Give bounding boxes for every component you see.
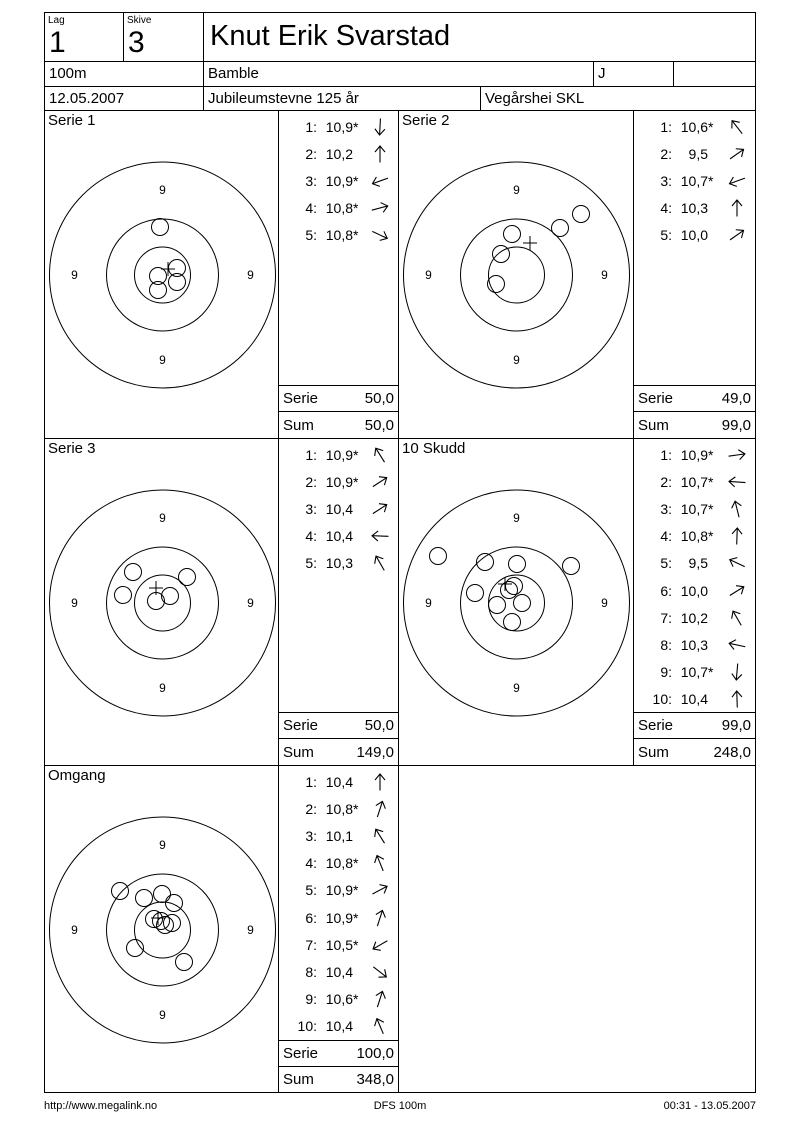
shot-number: 8:	[660, 636, 672, 653]
shot-row	[279, 877, 398, 904]
target-ring	[489, 575, 545, 631]
shot-row	[279, 113, 398, 140]
inner-ten-star: *	[708, 446, 714, 463]
shot-hole	[514, 595, 531, 612]
shot-hole	[504, 226, 521, 243]
serie-label: Serie	[638, 390, 674, 407]
shot-hole	[112, 883, 129, 900]
shot-hole	[162, 588, 179, 605]
club: Bamble	[208, 65, 259, 82]
shot-row	[279, 523, 398, 550]
target-panel-10-skudd	[398, 438, 634, 766]
direction-arrow-icon	[726, 688, 749, 711]
lag-value: 1	[49, 26, 66, 59]
shot-number: 2:	[305, 145, 317, 162]
serie-value: 49,0	[721, 390, 751, 407]
direction-arrow-icon	[366, 167, 394, 195]
shot-number: 1:	[660, 446, 672, 463]
panel-title: Omgang	[48, 767, 106, 784]
class-cell	[593, 61, 674, 87]
shot-hole	[552, 220, 569, 237]
target-panel-serie-3	[44, 438, 279, 766]
inner-ten-star: *	[353, 855, 359, 872]
shot-row	[634, 222, 755, 249]
shot-value: 10,3	[680, 200, 708, 217]
ring-value-label: 9	[425, 596, 432, 610]
direction-arrow-icon	[366, 1012, 395, 1041]
inner-ten-star: *	[353, 473, 359, 490]
direction-arrow-icon	[366, 795, 394, 823]
shot-value: 10,3	[325, 555, 353, 572]
direction-arrow-icon	[726, 197, 748, 219]
target-panel-omgang	[44, 765, 279, 1093]
date: 12.05.2007	[49, 90, 125, 107]
serie-total-row	[278, 385, 399, 412]
shot-row	[279, 550, 398, 577]
shot-row	[634, 659, 755, 686]
direction-arrow-icon	[722, 138, 753, 169]
shot-hole	[136, 890, 153, 907]
serie-value: 50,0	[364, 717, 394, 734]
shot-number: 2:	[305, 800, 317, 817]
shot-hole	[152, 219, 169, 236]
shot-value: 10,2	[325, 145, 353, 162]
direction-arrow-icon	[365, 548, 395, 578]
shot-value: 10,8	[325, 800, 353, 817]
shot-row	[634, 441, 755, 468]
shot-value: 10,7	[680, 473, 708, 490]
ring-value-label: 9	[71, 268, 78, 282]
shot-value: 10,9	[325, 882, 353, 899]
shot-number: 8:	[305, 963, 317, 980]
shot-row	[279, 222, 398, 249]
shot-value: 10,4	[325, 500, 353, 517]
target-ring	[107, 219, 219, 331]
shot-row	[279, 495, 398, 522]
ring-value-label: 9	[513, 183, 520, 197]
direction-arrow-icon	[365, 494, 395, 524]
shot-row	[634, 550, 755, 577]
direction-arrow-icon	[722, 575, 752, 605]
shot-number: 1:	[305, 773, 317, 790]
target-diagram	[45, 439, 278, 765]
shot-value: 10,4	[680, 691, 708, 708]
target-ring	[461, 547, 573, 659]
ring-value-label: 9	[513, 681, 520, 695]
serie-label: Serie	[283, 1045, 319, 1062]
shot-value: 10,4	[325, 963, 353, 980]
shot-value: 10,0	[680, 227, 708, 244]
sum-total-row	[633, 411, 756, 439]
shot-value: 10,9	[680, 446, 708, 463]
shot-row	[279, 986, 398, 1013]
inner-ten-star: *	[353, 800, 359, 817]
shot-hole	[509, 556, 526, 573]
shot-number: 5:	[660, 227, 672, 244]
shot-number: 10:	[297, 1018, 317, 1035]
shooter-name-cell	[203, 12, 756, 62]
shot-hole	[493, 246, 510, 263]
shot-number: 4:	[305, 855, 317, 872]
shot-value: 10,8	[325, 855, 353, 872]
shot-number: 3:	[305, 500, 317, 517]
shot-row	[279, 167, 398, 194]
shot-hole	[506, 578, 523, 595]
direction-arrow-icon	[722, 549, 751, 578]
shot-value: 10,4	[325, 528, 353, 545]
shot-value: 9,5	[688, 145, 708, 162]
direction-arrow-icon	[365, 439, 395, 469]
shot-row	[279, 1013, 398, 1040]
shot-number: 7:	[305, 936, 317, 953]
shot-number: 2:	[305, 473, 317, 490]
shot-number: 3:	[305, 172, 317, 189]
ring-value-label: 9	[513, 353, 520, 367]
direction-arrow-icon	[726, 525, 749, 548]
shot-number: 4:	[305, 528, 317, 545]
event-cell	[203, 86, 481, 111]
date-cell	[44, 86, 204, 111]
sum-label: Sum	[283, 416, 314, 434]
shot-row	[634, 167, 755, 194]
serie-value: 100,0	[356, 1045, 394, 1062]
shot-hole	[115, 587, 132, 604]
event-name: Jubileumstevne 125 år	[208, 90, 359, 107]
shot-hole	[504, 614, 521, 631]
shot-value: 10,9	[325, 909, 353, 926]
shot-hole	[125, 564, 142, 581]
shot-value: 10,8	[325, 227, 353, 244]
sum-total-row	[278, 738, 399, 766]
ring-value-label: 9	[159, 183, 166, 197]
ring-value-label: 9	[247, 268, 254, 282]
shot-value: 10,7	[680, 500, 708, 517]
target-panel-serie-1	[44, 110, 279, 439]
skive-value: 3	[128, 26, 145, 59]
target-ring	[489, 247, 545, 303]
shot-number: 2:	[660, 473, 672, 490]
direction-arrow-icon	[722, 220, 753, 251]
serie-total-row	[633, 385, 756, 412]
inner-ten-star: *	[353, 200, 359, 217]
shot-number: 1:	[660, 118, 672, 135]
direction-arrow-icon	[369, 143, 391, 165]
inner-ten-star: *	[708, 528, 714, 545]
sum-value: 99,0	[721, 416, 751, 434]
inner-ten-star: *	[708, 172, 714, 189]
shot-number: 7:	[660, 609, 672, 626]
sum-value: 248,0	[713, 743, 751, 761]
direction-arrow-icon	[365, 467, 395, 497]
shot-number: 3:	[305, 827, 317, 844]
direction-arrow-icon	[725, 470, 748, 493]
ring-value-label: 9	[159, 681, 166, 695]
shot-number: 3:	[660, 172, 672, 189]
serie-label: Serie	[638, 717, 674, 734]
target-diagram	[399, 111, 633, 438]
target-diagram	[45, 111, 278, 438]
shot-hole	[430, 548, 447, 565]
direction-arrow-icon	[365, 821, 395, 851]
shot-row	[634, 604, 755, 631]
direction-arrow-icon	[723, 167, 751, 195]
shot-row	[634, 195, 755, 222]
ring-value-label: 9	[71, 923, 78, 937]
shot-row	[634, 577, 755, 604]
shot-row	[279, 931, 398, 958]
shot-value: 10,5	[325, 936, 353, 953]
direction-arrow-icon	[366, 904, 394, 932]
inner-ten-star: *	[353, 991, 359, 1008]
ring-value-label: 9	[247, 596, 254, 610]
direction-arrow-icon	[724, 496, 751, 523]
direction-arrow-icon	[365, 930, 395, 960]
direction-arrow-icon	[365, 221, 394, 250]
shot-hole	[489, 597, 506, 614]
shot-value: 10,6	[680, 118, 708, 135]
shot-row	[634, 523, 755, 550]
shot-number: 9:	[660, 664, 672, 681]
shot-value: 10,2	[680, 609, 708, 626]
shot-row	[279, 795, 398, 822]
shot-row	[634, 113, 755, 140]
lag-cell	[44, 12, 124, 62]
sum-value: 348,0	[356, 1071, 394, 1088]
shot-hole	[563, 558, 580, 575]
shooter-name: Knut Erik Svarstad	[210, 20, 451, 52]
sum-total-row	[278, 1066, 399, 1093]
shot-row	[634, 468, 755, 495]
shot-row	[634, 686, 755, 713]
shot-value: 10,3	[680, 636, 708, 653]
shot-hole	[467, 585, 484, 602]
direction-arrow-icon	[724, 632, 750, 658]
panel-title: Serie 2	[402, 112, 450, 129]
ring-value-label: 9	[159, 353, 166, 367]
footer-url: http://www.megalink.no	[44, 1100, 158, 1112]
inner-ten-star: *	[708, 473, 714, 490]
shot-number: 4:	[660, 528, 672, 545]
inner-ten-star: *	[353, 909, 359, 926]
direction-arrow-icon	[365, 875, 395, 905]
panel-title: 10 Skudd	[402, 440, 466, 457]
sum-value: 149,0	[356, 743, 394, 761]
sum-total-row	[633, 738, 756, 766]
shot-row	[279, 441, 398, 468]
shot-row	[634, 495, 755, 522]
target-panel-serie-2	[398, 110, 634, 439]
organizer-cell	[480, 86, 756, 111]
inner-ten-star: *	[353, 936, 359, 953]
distance-cell	[44, 61, 204, 87]
direction-arrow-icon	[369, 771, 391, 793]
shot-number: 5:	[305, 882, 317, 899]
sum-label: Sum	[283, 1071, 314, 1088]
serie-total-row	[633, 712, 756, 739]
inner-ten-star: *	[708, 500, 714, 517]
shot-value: 10,4	[325, 773, 353, 790]
target-diagram	[399, 439, 633, 765]
ring-value-label: 9	[159, 1008, 166, 1022]
footer-program: DFS 100m	[373, 1100, 427, 1112]
panel-title: Serie 3	[48, 440, 96, 457]
direction-arrow-icon	[722, 603, 752, 633]
shot-value: 10,0	[680, 582, 708, 599]
target-ring	[107, 874, 219, 986]
shot-value: 10,6	[325, 991, 353, 1008]
shot-value: 10,9	[325, 172, 353, 189]
direction-arrow-icon	[366, 985, 394, 1013]
shot-value: 10,8	[325, 200, 353, 217]
direction-arrow-icon	[369, 525, 392, 548]
shot-row	[279, 195, 398, 222]
shot-value: 10,9	[325, 118, 353, 135]
ring-value-label: 9	[601, 268, 608, 282]
direction-arrow-icon	[365, 956, 396, 987]
shot-row	[279, 140, 398, 167]
shot-row	[279, 904, 398, 931]
shot-value: 10,8	[680, 528, 708, 545]
ring-value-label: 9	[513, 511, 520, 525]
organizer: Vegårshei SKL	[485, 90, 585, 107]
shot-hole	[573, 206, 590, 223]
ring-value-label: 9	[159, 511, 166, 525]
shot-row	[634, 140, 755, 167]
ring-value-label: 9	[601, 596, 608, 610]
shot-hole	[176, 954, 193, 971]
shot-number: 2:	[660, 145, 672, 162]
direction-arrow-icon	[366, 849, 395, 878]
sum-label: Sum	[638, 416, 669, 434]
shot-row	[279, 822, 398, 849]
shot-value: 10,7	[680, 172, 708, 189]
shot-number: 5:	[305, 555, 317, 572]
direction-arrow-icon	[367, 195, 394, 222]
direction-arrow-icon	[725, 660, 749, 684]
club-cell	[203, 61, 594, 87]
skive-cell	[123, 12, 204, 62]
empty-header-cell	[673, 61, 756, 87]
direction-arrow-icon	[725, 442, 750, 467]
shot-row	[279, 850, 398, 877]
inner-ten-star: *	[353, 882, 359, 899]
serie-total-row	[278, 1040, 399, 1067]
inner-ten-star: *	[353, 227, 359, 244]
shot-number: 9:	[305, 991, 317, 1008]
distance: 100m	[49, 65, 87, 82]
shot-value: 9,5	[688, 555, 708, 572]
sum-value: 50,0	[364, 416, 394, 434]
shot-value: 10,4	[325, 1018, 353, 1035]
sum-total-row	[278, 411, 399, 439]
shot-row	[279, 468, 398, 495]
panel-title: Serie 1	[48, 112, 96, 129]
shot-value: 10,7	[680, 664, 708, 681]
shot-number: 5:	[660, 555, 672, 572]
shot-row	[634, 631, 755, 658]
sum-label: Sum	[283, 743, 314, 761]
sum-label: Sum	[638, 743, 669, 761]
direction-arrow-icon	[368, 115, 391, 138]
inner-ten-star: *	[708, 118, 714, 135]
inner-ten-star: *	[353, 118, 359, 135]
shot-row	[279, 958, 398, 985]
ring-value-label: 9	[247, 923, 254, 937]
shot-number: 1:	[305, 118, 317, 135]
shot-value: 10,9	[325, 473, 353, 490]
shot-number: 4:	[305, 200, 317, 217]
inner-ten-star: *	[708, 664, 714, 681]
ring-value-label: 9	[425, 268, 432, 282]
inner-ten-star: *	[353, 446, 359, 463]
ring-value-label: 9	[71, 596, 78, 610]
footer-timestamp: 00:31 - 13.05.2007	[663, 1100, 756, 1112]
shot-hole	[154, 886, 171, 903]
serie-value: 99,0	[721, 717, 751, 734]
shot-number: 5:	[305, 227, 317, 244]
shot-number: 3:	[660, 500, 672, 517]
inner-ten-star: *	[353, 172, 359, 189]
serie-label: Serie	[283, 390, 319, 407]
shot-number: 4:	[660, 200, 672, 217]
skive-label: Skive	[127, 15, 152, 26]
serie-value: 50,0	[364, 390, 394, 407]
ring-value-label: 9	[159, 838, 166, 852]
shot-value: 10,1	[325, 827, 353, 844]
shot-number: 10:	[652, 691, 672, 708]
shot-row	[279, 768, 398, 795]
serie-label: Serie	[283, 717, 319, 734]
serie-total-row	[278, 712, 399, 739]
shooter-class: J	[598, 65, 606, 82]
shot-hole	[179, 569, 196, 586]
shot-number: 6:	[660, 582, 672, 599]
empty-bottom-right-cell	[398, 765, 756, 1093]
shot-value: 10,9	[325, 446, 353, 463]
direction-arrow-icon	[722, 111, 753, 142]
target-diagram	[45, 766, 278, 1092]
lag-label: Lag	[48, 15, 65, 26]
shot-number: 1:	[305, 446, 317, 463]
footer	[44, 1098, 756, 1114]
shot-number: 6:	[305, 909, 317, 926]
